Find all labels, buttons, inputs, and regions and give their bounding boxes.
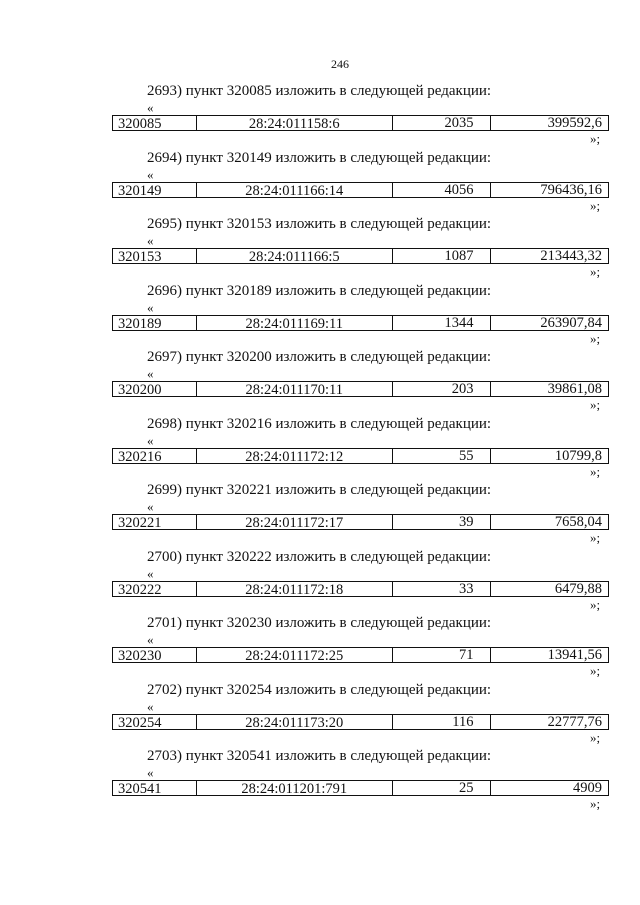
amount-cell: 6479,88: [554, 581, 603, 596]
cadastral-number-cell: 28:24:011173:20: [197, 715, 393, 729]
amendment-entry: [0, 682, 640, 749]
item-number-cell: 320189: [113, 316, 197, 330]
cadastral-number-cell: 28:24:011158:6: [197, 116, 393, 130]
item-number-cell: 320222: [113, 582, 197, 596]
item-number-cell: 320216: [113, 449, 197, 463]
close-quote: »;: [590, 264, 601, 279]
table-row: [112, 315, 609, 331]
amendment-entry: [0, 283, 640, 350]
table-row: [112, 448, 609, 464]
open-quote: «: [147, 565, 154, 581]
cadastral-number-cell: 28:24:011172:18: [197, 582, 393, 596]
table-row: [112, 647, 609, 663]
area-cell: 1087: [393, 249, 492, 263]
open-quote: «: [147, 765, 154, 780]
open-quote: «: [147, 366, 154, 381]
open-quote: «: [147, 166, 154, 182]
item-number-cell: 320200: [113, 382, 197, 396]
close-quote: »;: [590, 729, 601, 745]
amendment-entry: [0, 349, 640, 416]
close-quote: »;: [590, 530, 601, 545]
amendment-instruction: 2700) пункт 320222 изложить в следующей редакции:: [147, 548, 492, 565]
area-cell: 203: [393, 382, 492, 396]
open-quote: «: [147, 632, 154, 647]
cadastral-number-cell: 28:24:011172:17: [197, 515, 393, 529]
close-quote: »;: [590, 463, 601, 479]
cadastral-number-cell: 28:24:011166:5: [197, 249, 393, 263]
open-quote: «: [147, 233, 154, 248]
amendment-instruction: 2696) пункт 320189 изложить в следующей редакции:: [147, 282, 492, 299]
item-number-cell: 320153: [113, 249, 197, 263]
amendment-instruction: 2695) пункт 320153 изложить в следующей редакции:: [147, 216, 492, 232]
amendment-instruction: 2702) пункт 320254 изложить в следующей редакции:: [147, 681, 492, 698]
table-row: [112, 581, 609, 597]
area-cell: 4056: [393, 183, 492, 197]
item-number-cell: 320541: [113, 781, 197, 795]
table-row: [112, 248, 609, 264]
open-quote: «: [147, 432, 154, 448]
amount-cell: 39861,08: [547, 382, 603, 396]
cadastral-number-cell: 28:24:011170:11: [197, 382, 393, 396]
amendment-instruction: 2698) пункт 320216 изложить в следующей редакции:: [147, 415, 492, 432]
page-number: 246: [331, 57, 349, 71]
table-row: [112, 182, 609, 198]
area-cell: 39: [393, 515, 492, 529]
amount-cell: 10799,8: [554, 448, 603, 463]
amendment-entry: [0, 416, 640, 483]
amendment-entry: [0, 549, 640, 616]
item-number-cell: 320254: [113, 715, 197, 729]
amendment-instruction: 2701) пункт 320230 изложить в следующей редакции:: [147, 615, 492, 631]
amendment-instruction: 2693) пункт 320085 изложить в следующей редакции:: [147, 83, 492, 99]
amount-cell: 263907,84: [540, 315, 603, 330]
amount-cell: 796436,16: [540, 182, 603, 197]
area-cell: 25: [393, 781, 492, 795]
amendment-entry: [0, 748, 640, 815]
amount-cell: 399592,6: [547, 116, 603, 130]
table-row: [112, 381, 609, 397]
close-quote: »;: [590, 131, 601, 146]
cadastral-number-cell: 28:24:011172:12: [197, 449, 393, 463]
amount-cell: 213443,32: [540, 249, 603, 263]
amendment-entry: [0, 216, 640, 283]
amount-cell: 13941,56: [547, 648, 603, 662]
close-quote: »;: [590, 330, 601, 346]
amount-cell: 7658,04: [554, 515, 603, 529]
cadastral-number-cell: 28:24:011201:791: [197, 781, 393, 795]
close-quote: »;: [590, 397, 601, 412]
open-quote: «: [147, 698, 154, 714]
amendment-instruction: 2697) пункт 320200 изложить в следующей редакции:: [147, 349, 492, 365]
amount-cell: 22777,76: [547, 714, 603, 729]
area-cell: 55: [393, 449, 492, 463]
amendment-instruction: 2699) пункт 320221 изложить в следующей редакции:: [147, 482, 492, 498]
item-number-cell: 320149: [113, 183, 197, 197]
area-cell: 71: [393, 648, 492, 662]
amount-cell: 4909: [573, 781, 603, 795]
cadastral-number-cell: 28:24:011169:11: [197, 316, 393, 330]
table-row: [112, 780, 609, 796]
area-cell: 1344: [393, 316, 492, 330]
cadastral-number-cell: 28:24:011166:14: [197, 183, 393, 197]
amendment-instruction: 2703) пункт 320541 изложить в следующей редакции:: [147, 748, 492, 764]
close-quote: »;: [590, 796, 601, 811]
close-quote: »;: [590, 596, 601, 612]
amendment-entry: [0, 615, 640, 682]
item-number-cell: 320085: [113, 116, 197, 130]
amendment-entry: [0, 150, 640, 217]
open-quote: «: [147, 100, 154, 115]
amendment-entry: [0, 83, 640, 150]
table-row: [112, 714, 609, 730]
close-quote: »;: [590, 663, 601, 678]
table-row: [112, 514, 609, 530]
area-cell: 2035: [393, 116, 492, 130]
amendment-list: [0, 83, 640, 815]
area-cell: 116: [393, 715, 492, 729]
table-row: [112, 115, 609, 131]
cadastral-number-cell: 28:24:011172:25: [197, 648, 393, 662]
item-number-cell: 320230: [113, 648, 197, 662]
close-quote: »;: [590, 197, 601, 213]
amendment-instruction: 2694) пункт 320149 изложить в следующей редакции:: [147, 149, 492, 166]
item-number-cell: 320221: [113, 515, 197, 529]
area-cell: 33: [393, 582, 492, 596]
open-quote: «: [147, 299, 154, 315]
amendment-entry: [0, 482, 640, 549]
open-quote: «: [147, 499, 154, 514]
